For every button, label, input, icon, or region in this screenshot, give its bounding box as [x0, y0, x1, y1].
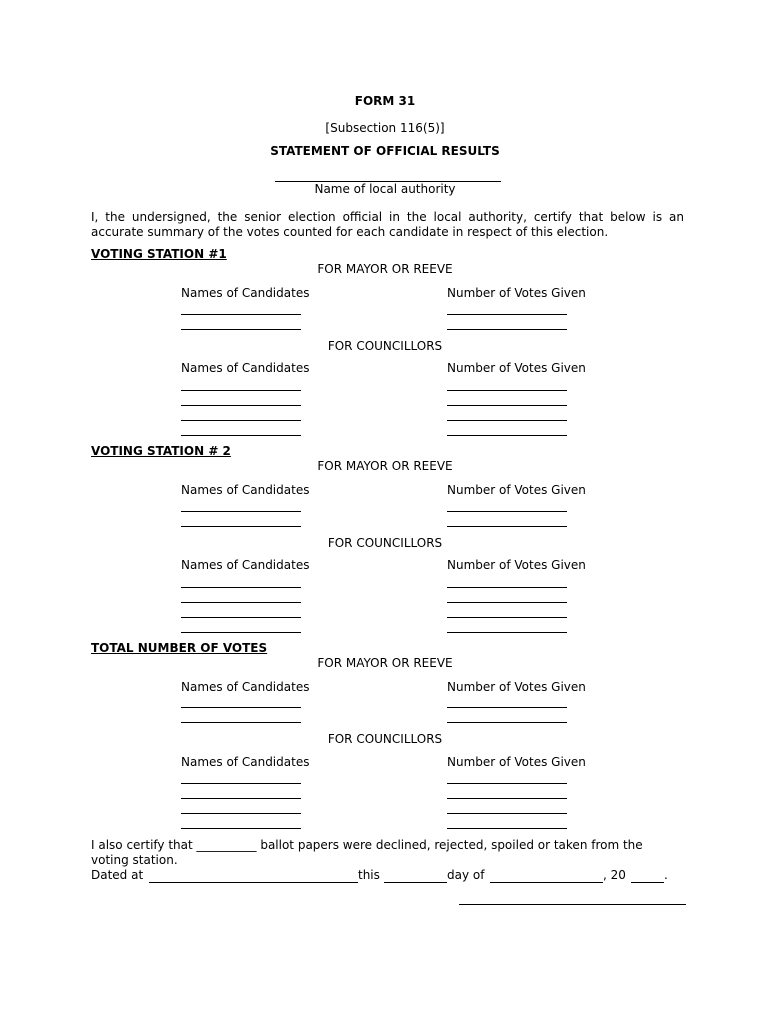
- councillors-label: FOR COUNCILLORS: [327, 732, 443, 746]
- candidate-name-field[interactable]: [181, 314, 301, 315]
- candidate-name-field[interactable]: [181, 783, 301, 784]
- votes-given-field[interactable]: [447, 526, 567, 527]
- year-field[interactable]: [631, 882, 664, 883]
- candidate-name-field[interactable]: [181, 511, 301, 512]
- names-column-header: Names of Candidates: [181, 483, 310, 497]
- month-field[interactable]: [490, 882, 603, 883]
- votes-given-field[interactable]: [447, 405, 567, 406]
- names-column-header: Names of Candidates: [181, 755, 310, 769]
- votes-given-field[interactable]: [447, 813, 567, 814]
- candidate-name-field[interactable]: [181, 329, 301, 330]
- votes-given-field[interactable]: [447, 798, 567, 799]
- this-label: this: [358, 868, 380, 882]
- dated-at-field[interactable]: [149, 882, 358, 883]
- votes-given-field[interactable]: [447, 314, 567, 315]
- candidate-name-field[interactable]: [181, 435, 301, 436]
- form-title: STATEMENT OF OFFICIAL RESULTS: [270, 144, 500, 158]
- candidate-name-field[interactable]: [181, 813, 301, 814]
- candidate-name-field[interactable]: [181, 828, 301, 829]
- votes-given-field[interactable]: [447, 722, 567, 723]
- candidate-name-field[interactable]: [181, 420, 301, 421]
- signature-line[interactable]: [459, 904, 686, 905]
- votes-given-field[interactable]: [447, 435, 567, 436]
- votes-given-field[interactable]: [447, 828, 567, 829]
- ballot-certify-line: I also certify that __________ ballot papers were declined, rejected, spoiled or taken from the: [91, 838, 643, 852]
- candidate-name-field[interactable]: [181, 722, 301, 723]
- votes-column-header: Number of Votes Given: [447, 483, 586, 497]
- names-column-header: Names of Candidates: [181, 558, 310, 572]
- names-column-header: Names of Candidates: [181, 361, 310, 375]
- votes-column-header: Number of Votes Given: [447, 286, 586, 300]
- local-authority-label: Name of local authority: [314, 182, 456, 196]
- candidate-name-field[interactable]: [181, 526, 301, 527]
- votes-column-header: Number of Votes Given: [447, 680, 586, 694]
- votes-given-field[interactable]: [447, 511, 567, 512]
- candidate-name-field[interactable]: [181, 587, 301, 588]
- candidate-name-field[interactable]: [181, 798, 301, 799]
- ballot-certify-continuation: voting station.: [91, 853, 178, 867]
- candidate-name-field[interactable]: [181, 707, 301, 708]
- day-field[interactable]: [384, 882, 447, 883]
- certify-paragraph: I, the undersigned, the senior election official in the local authority, certify that below is an accurate summary of the votes counted for each candidate in respect of this election.: [91, 210, 684, 239]
- votes-column-header: Number of Votes Given: [447, 558, 586, 572]
- votes-given-field[interactable]: [447, 602, 567, 603]
- section-heading-station-2: VOTING STATION # 2: [91, 444, 231, 458]
- candidate-name-field[interactable]: [181, 390, 301, 391]
- votes-given-field[interactable]: [447, 632, 567, 633]
- candidate-name-field[interactable]: [181, 632, 301, 633]
- candidate-name-field[interactable]: [181, 405, 301, 406]
- names-column-header: Names of Candidates: [181, 680, 310, 694]
- form-number: FORM 31: [354, 94, 416, 108]
- votes-column-header: Number of Votes Given: [447, 361, 586, 375]
- votes-given-field[interactable]: [447, 587, 567, 588]
- section-heading-total: TOTAL NUMBER OF VOTES: [91, 641, 268, 655]
- councillors-label: FOR COUNCILLORS: [327, 339, 443, 353]
- subsection-reference: [Subsection 116(5)]: [325, 121, 445, 135]
- votes-given-field[interactable]: [447, 617, 567, 618]
- section-heading-station-1: VOTING STATION #1: [91, 247, 227, 261]
- candidate-name-field[interactable]: [181, 602, 301, 603]
- councillors-label: FOR COUNCILLORS: [327, 536, 443, 550]
- mayor-label: FOR MAYOR OR REEVE: [317, 459, 453, 473]
- votes-given-field[interactable]: [447, 783, 567, 784]
- dated-at-label: Dated at: [91, 868, 144, 882]
- votes-given-field[interactable]: [447, 707, 567, 708]
- votes-column-header: Number of Votes Given: [447, 755, 586, 769]
- mayor-label: FOR MAYOR OR REEVE: [317, 656, 453, 670]
- candidate-name-field[interactable]: [181, 617, 301, 618]
- mayor-label: FOR MAYOR OR REEVE: [317, 262, 453, 276]
- year-end-period: .: [664, 868, 668, 882]
- votes-given-field[interactable]: [447, 390, 567, 391]
- day-of-label: day of: [447, 868, 485, 882]
- names-column-header: Names of Candidates: [181, 286, 310, 300]
- votes-given-field[interactable]: [447, 329, 567, 330]
- year-prefix-label: , 20: [603, 868, 626, 882]
- votes-given-field[interactable]: [447, 420, 567, 421]
